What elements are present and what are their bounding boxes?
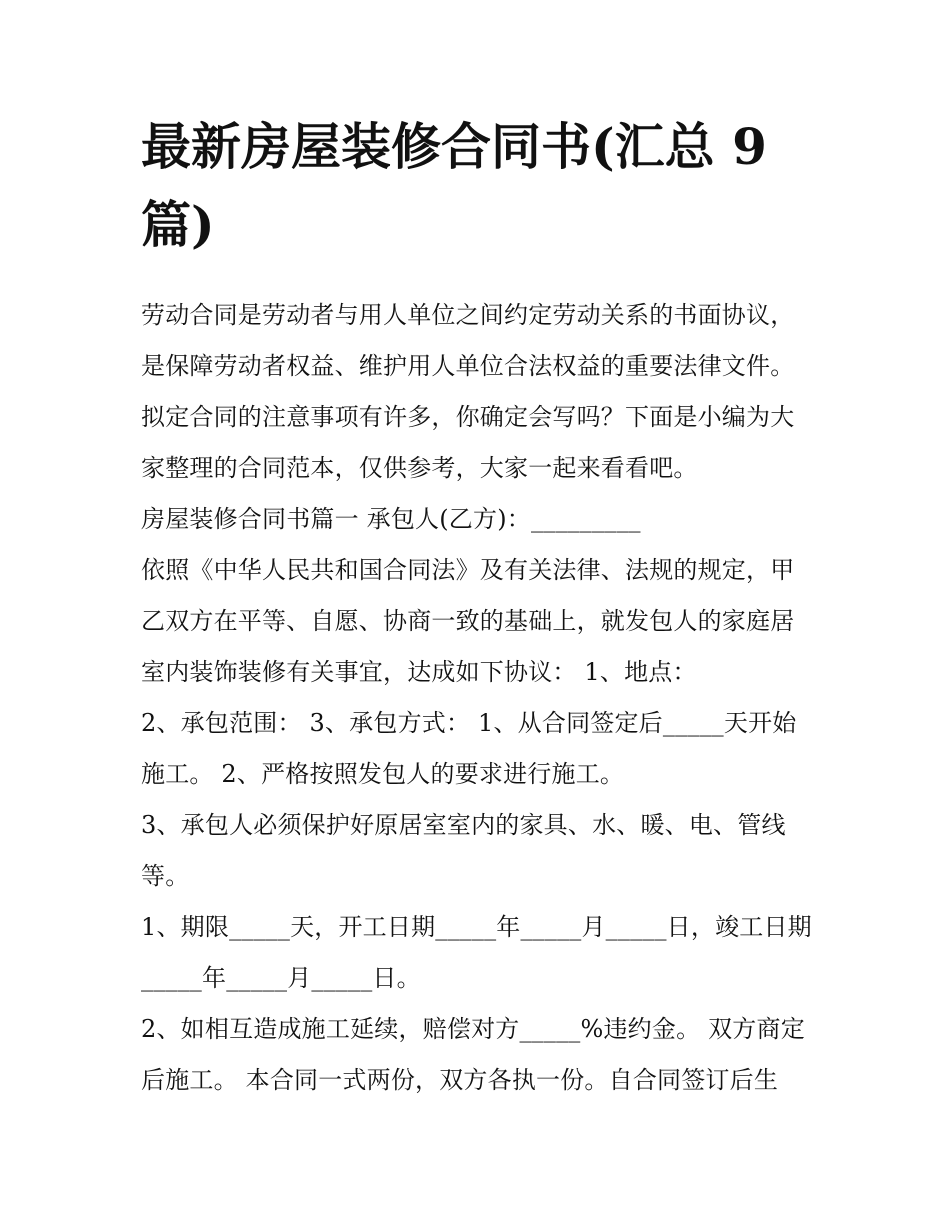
body-line-15: 2、如相互造成施工延续，赔偿对方_____%违约金。 双方商定 [141,1015,805,1043]
body-line-3: 拟定合同的注意事项有许多，你确定会写吗？下面是小编为大 [141,403,795,431]
body-line-12: 等。 [141,862,190,890]
body-line-1: 劳动合同是劳动者与用人单位之间约定劳动关系的书面协议， [141,301,795,329]
body-line-14: _____年_____月_____日。 [141,964,421,992]
section-heading-line: 房屋装修合同书篇一 承包人(乙方)：_________ [141,505,641,533]
document-body [141,290,821,1106]
body-line-13: 1、期限_____天，开工日期_____年_____月_____日，竣工日期 [141,913,812,941]
body-line-6: 依照《中华人民共和国合同法》及有关法律、法规的规定，甲 [141,556,795,584]
body-line-9: 2、承包范围： 3、承包方式： 1、从合同签定后_____天开始 [141,709,797,737]
body-line-2: 是保障劳动者权益、维护用人单位合法权益的重要法律文件。 [141,352,795,380]
body-line-11: 3、承包人必须保护好原居室室内的家具、水、暖、电、管线 [141,811,786,839]
body-line-10: 施工。 2、严格按照发包人的要求进行施工。 [141,760,625,788]
document-title [141,108,821,264]
body-line-4: 家整理的合同范本，仅供参考，大家一起来看看吧。 [141,454,698,482]
body-line-8: 室内装饰装修有关事宜，达成如下协议： 1、地点： [141,658,697,686]
title-line-1: 最新房屋装修合同书(汇总 9 [141,117,767,176]
body-line-7: 乙双方在平等、自愿、协商一致的基础上，就发包人的家庭居 [141,607,795,635]
body-line-16: 后施工。 本合同一式两份，双方各执一份。自合同签订后生 [141,1066,779,1094]
title-line-2: 篇) [141,195,215,254]
document-page [141,108,821,1106]
